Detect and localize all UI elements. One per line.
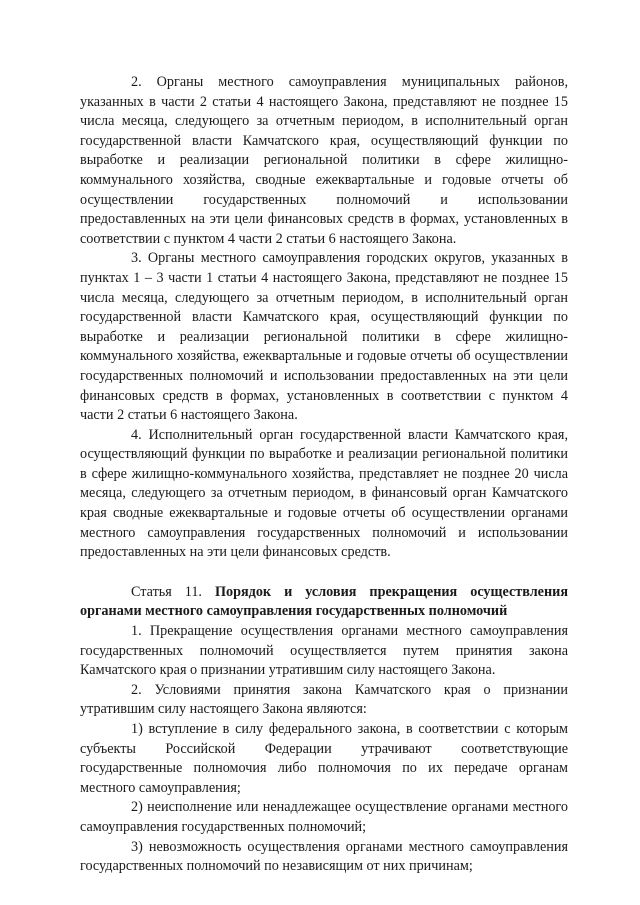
article-title: Порядок и условия прекращения осуществления органами местного самоуправления государственных полномочий [80, 583, 568, 620]
document-page [80, 73, 568, 877]
list-item-1: 1) вступление в силу федерального закона, в соответствии с которым субъекты Российской Федерации утрачивают соответствующие государственные полномочия либо полномочия по их передаче органам местного самоуправления; [80, 721, 568, 796]
paragraph-2: 2. Органы местного самоуправления муниципальных районов, указанных в части 2 статьи 4 настоящего Закона, представляют не позднее 15 числа месяца, следующего за отчетным периодом, в исполнительный орган государственной власти Камчатского края, осуществляющий функции по выработке и реализации региональной политики в сфере жилищно-коммунального хозяйства, сводные ежеквартальные и годовые отчеты об осуществлении государственных полномочий и использовании предоставленных на эти цели финансовых средств в формах, установленных в соответствии с пунктом 4 части 2 статьи 6 настоящего Закона. [80, 74, 568, 247]
article-paragraph-1: 1. Прекращение осуществления органами местного самоуправления государственных полномочий осуществляется путем принятия закона Камчатского края о признании утратившим силу настоящего Закона. [80, 623, 568, 679]
article-paragraph-2: 2. Условиями принятия закона Камчатского края о признании утратившим силу настоящего Закона являются: [80, 681, 568, 718]
article-heading [80, 583, 568, 622]
article-prefix: Статья 11. [131, 583, 215, 600]
paragraph-4: 4. Исполнительный орган государственной власти Камчатского края, осуществляющий функции по выработке и реализации региональной политики в сфере жилищно-коммунального хозяйства, представляет не позднее 20 числа месяца, следующего за отчетным периодом, в финансовый орган Камчатского края сводные ежеквартальные и годовые отчеты об осуществлении органами местного самоуправления государственных полномочий и использовании предоставленных на эти цели финансовых средств. [80, 426, 568, 561]
paragraph-3: 3. Органы местного самоуправления городских округов, указанных в пунктах 1 – 3 части 1 статьи 4 настоящего Закона, представляют не позднее 15 числа месяца, следующего за отчетным периодом, в исполнительный орган государственной власти Камчатского края, осуществляющий функции по выработке и реализации региональной политики в сфере жилищно-коммунального хозяйства, ежеквартальные и годовые отчеты об осуществлении государственных полномочий и использовании предоставленных на эти цели финансовых средств в формах, установленных в соответствии с пунктом 4 части 2 статьи 6 настоящего Закона. [80, 250, 568, 424]
section-gap [80, 563, 568, 583]
list-item-2: 2) неисполнение или ненадлежащее осуществление органами местного самоуправления государственных полномочий; [80, 799, 568, 835]
list-item-3: 3) невозможность осуществления органами местного самоуправления государственных полномочий по независящим от них причинам; [80, 838, 568, 875]
